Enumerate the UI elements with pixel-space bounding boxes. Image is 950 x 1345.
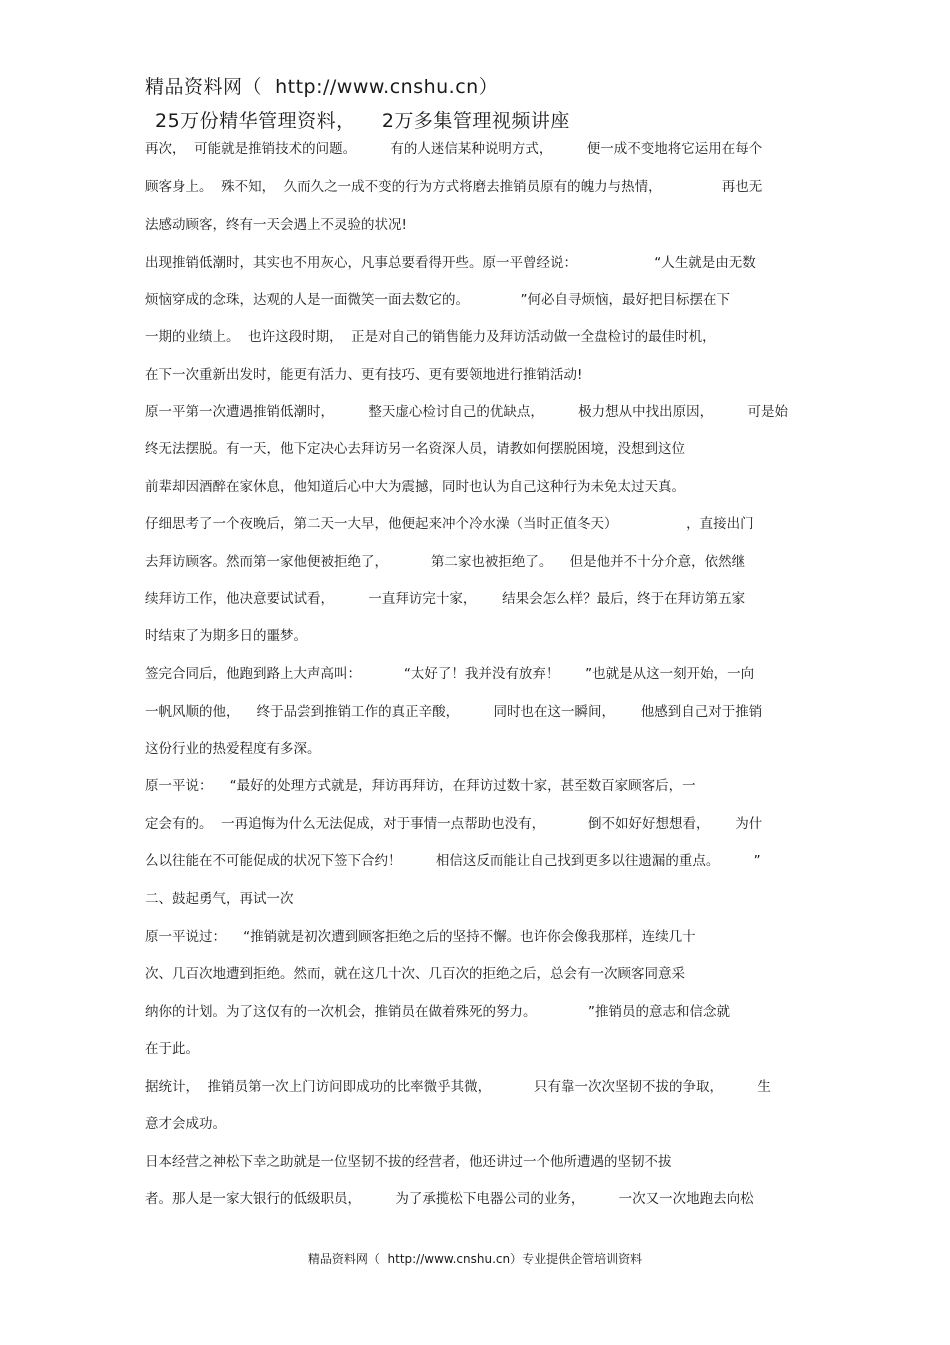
text-line: 原一平说： “最好的处理方式就是，拜访再拜访，在拜访过数十家，甚至数百家顾客后，一 (145, 778, 696, 794)
text-line: 定会有的。 一再追悔为什么无法促成，对于事情一点帮助也没有， 倒不如好好想想看， 为什 (145, 816, 763, 832)
text-line: 去拜访顾客。然而第一家他便被拒绝了， 第二家也被拒绝了。 但是他并不十分介意，依然继 (145, 554, 746, 570)
text-line: 在下一次重新出发时，能更有活力、更有技巧、更有要领地进行推销活动! (145, 367, 583, 383)
site-tagline: 25万份精华管理资料， 2万多集管理视频讲座 (155, 110, 570, 132)
text-line: 前辈却因酒醉在家休息，他知道后心中大为震撼，同时也认为自己这种行为未免太过天真。 (145, 479, 685, 495)
text-line: 一帆风顺的他， 终于品尝到推销工作的真正辛酸， 同时也在这一瞬间， 他感到自己对于推销 (145, 704, 763, 720)
text-line: 二、鼓起勇气，再试一次 (145, 891, 294, 907)
text-line: 出现推销低潮时，其实也不用灰心，凡事总要看得开些。原一平曾经说： “人生就是由无数 (145, 255, 756, 271)
site-header: 精品资料网（ http://www.cnshu.cn） (145, 76, 499, 98)
text-line: 时结束了为期多日的噩梦。 (145, 628, 307, 644)
text-line: 签完合同后，他跑到路上大声高叫： “太好了！我并没有放弃！ ”也就是从这一刻开始，一向 (145, 666, 755, 682)
text-line: 一期的业绩上。 也许这段时期， 正是对自己的销售能力及拜访活动做一全盘检讨的最佳时机， (145, 329, 716, 345)
text-line: 续拜访工作，他决意要试试看， 一直拜访完十家， 结果会怎么样？最后，终于在拜访第五家 (145, 591, 746, 607)
text-line: 在于此。 (145, 1041, 199, 1057)
text-line: 日本经营之神松下幸之助就是一位坚韧不拔的经营者，他还讲过一个他所遭遇的坚韧不拔 (145, 1154, 672, 1170)
text-line: 据统计， 推销员第一次上门访问即成功的比率微乎其微， 只有靠一次次坚韧不拔的争取， 生 (145, 1079, 771, 1095)
text-line: 顾客身上。 殊不知， 久而久之一成不变的行为方式将磨去推销员原有的魄力与热情， 再也无 (145, 179, 763, 195)
text-line: 再次， 可能就是推销技术的问题。 有的人迷信某种说明方式， 便一成不变地将它运用在每个 (145, 141, 763, 157)
text-line: 次、几百次地遭到拒绝。然而，就在这几十次、几百次的拒绝之后，总会有一次顾客同意采 (145, 966, 685, 982)
page-footer: 精品资料网（ http://www.cnshu.cn）专业提供企管培训资料 (307, 1252, 643, 1266)
text-line: 仔细思考了一个夜晚后，第二天一大早，他便起来冲个冷水澡（当时正值冬天） ，直接出门 (145, 516, 754, 532)
text-line: 原一平第一次遭遇推销低潮时， 整天虚心检讨自己的优缺点， 极力想从中找出原因， 可是始 (145, 404, 788, 420)
text-line: 意才会成功。 (145, 1116, 226, 1132)
text-line: 纳你的计划。为了这仅有的一次机会，推销员在做着殊死的努力。 ”推销员的意志和信念就 (145, 1004, 730, 1020)
text-line: 这份行业的热爱程度有多深。 (145, 741, 321, 757)
text-line: 法感动顾客，终有一天会遇上不灵验的状况! (145, 217, 407, 233)
text-line: 烦恼穿成的念珠，达观的人是一面微笑一面去数它的。 ”何必自寻烦恼，最好把目标摆在下 (145, 292, 730, 308)
text-line: 者。那人是一家大银行的低级职员， 为了承揽松下电器公司的业务， 一次又一次地跑去向松 (145, 1191, 754, 1207)
text-line: 原一平说过： “推销就是初次遭到顾客拒绝之后的坚持不懈。也许你会像我那样，连续几十 (145, 929, 696, 945)
text-line: 么以往能在不可能促成的状况下签下合约！ 相信这反而能让自己找到更多以往遗漏的重点。 ” (145, 853, 761, 869)
text-line: 终无法摆脱。有一天，他下定决心去拜访另一名资深人员，请教如何摆脱困境，没想到这位 (145, 441, 685, 457)
